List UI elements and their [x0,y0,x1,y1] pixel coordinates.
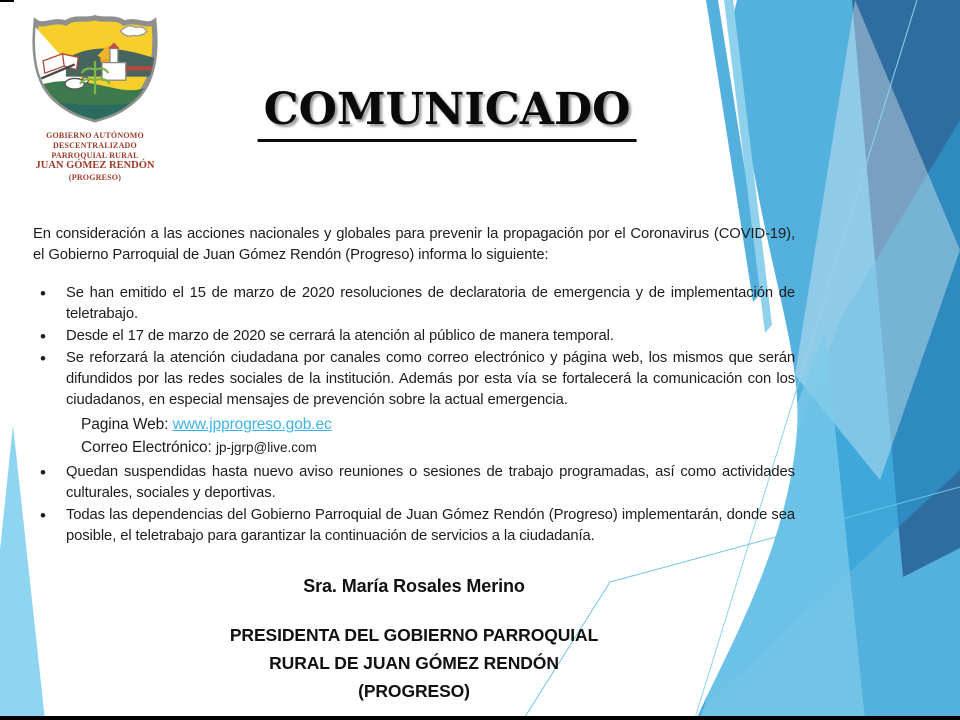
email-line [81,436,795,459]
org-name-line4: (PROGRESO) [68,173,122,183]
signer-title-line3: (PROGRESO) [358,681,470,701]
page-title [258,84,637,142]
signer-title [33,621,795,705]
bullet-item: • Se han emitido el 15 de marzo de 2020 resoluciones de declaratoria de emergencia y de implementación de teletrabajo. [33,283,795,325]
email-value: jp-jgrp@live.com [216,440,317,455]
bullet-item: • Se reforzará la atención ciudadana por canales como correo electrónico y página web, los mismos que serán difundidos por las redes sociales de la institución. Además por esta vía se fortalecerá la comunicación con los ciudadanos, en especial mensajes de prevención sobre la actual emergencia. [33,348,795,411]
announcement-body [33,224,795,705]
bullet-list-bottom [33,462,795,547]
bullet-item: • Desde el 17 de marzo de 2020 se cerrará la atención al público de manera temporal. [33,326,795,347]
email-label: Correo Electrónico: [81,439,212,456]
signature-block [33,576,795,705]
org-logo [18,6,172,183]
signer-title-line1: PRESIDENTA DEL GOBIERNO PARROQUIAL [229,625,599,645]
org-name-line1: GOBIERNO AUTÓNOMO DESCENTRALIZADO [46,131,144,150]
org-name-line2: PARROQUIAL RURAL [51,150,139,160]
bullet-item: • Quedan suspendidas hasta nuevo aviso reuniones o sesiones de trabajo programadas, así como actividades culturales, sociales y deportivas. [33,462,795,504]
page-title-text: COMUNICADO [258,84,637,142]
website-label: Pagina Web: [81,416,169,433]
bullet-list-top [33,283,795,411]
signer-title-line2: RURAL DE JUAN GÓMEZ RENDÓN [269,653,559,673]
website-link[interactable]: www.jpprogreso.gob.ec [172,416,332,433]
org-name [18,131,172,183]
org-crest-image [29,6,161,128]
contact-block [81,413,795,459]
website-line [81,413,795,436]
bullet-item: • Todas las dependencias del Gobierno Parroquial de Juan Gómez Rendón (Progreso) implementarán, donde sea posible, el teletrabajo para garantizar la continuación de servicios a la ciudadanía. [33,505,795,547]
signer-name: Sra. María Rosales Merino [303,576,525,596]
org-name-line3: JUAN GÓMEZ RENDÓN [35,160,155,172]
intro-paragraph: En consideración a las acciones nacionales y globales para prevenir la propagación por el Coronavirus (COVID-19), el Gobierno Parroquial de Juan Gómez Rendón (Progreso) informa lo siguiente: [33,226,795,263]
